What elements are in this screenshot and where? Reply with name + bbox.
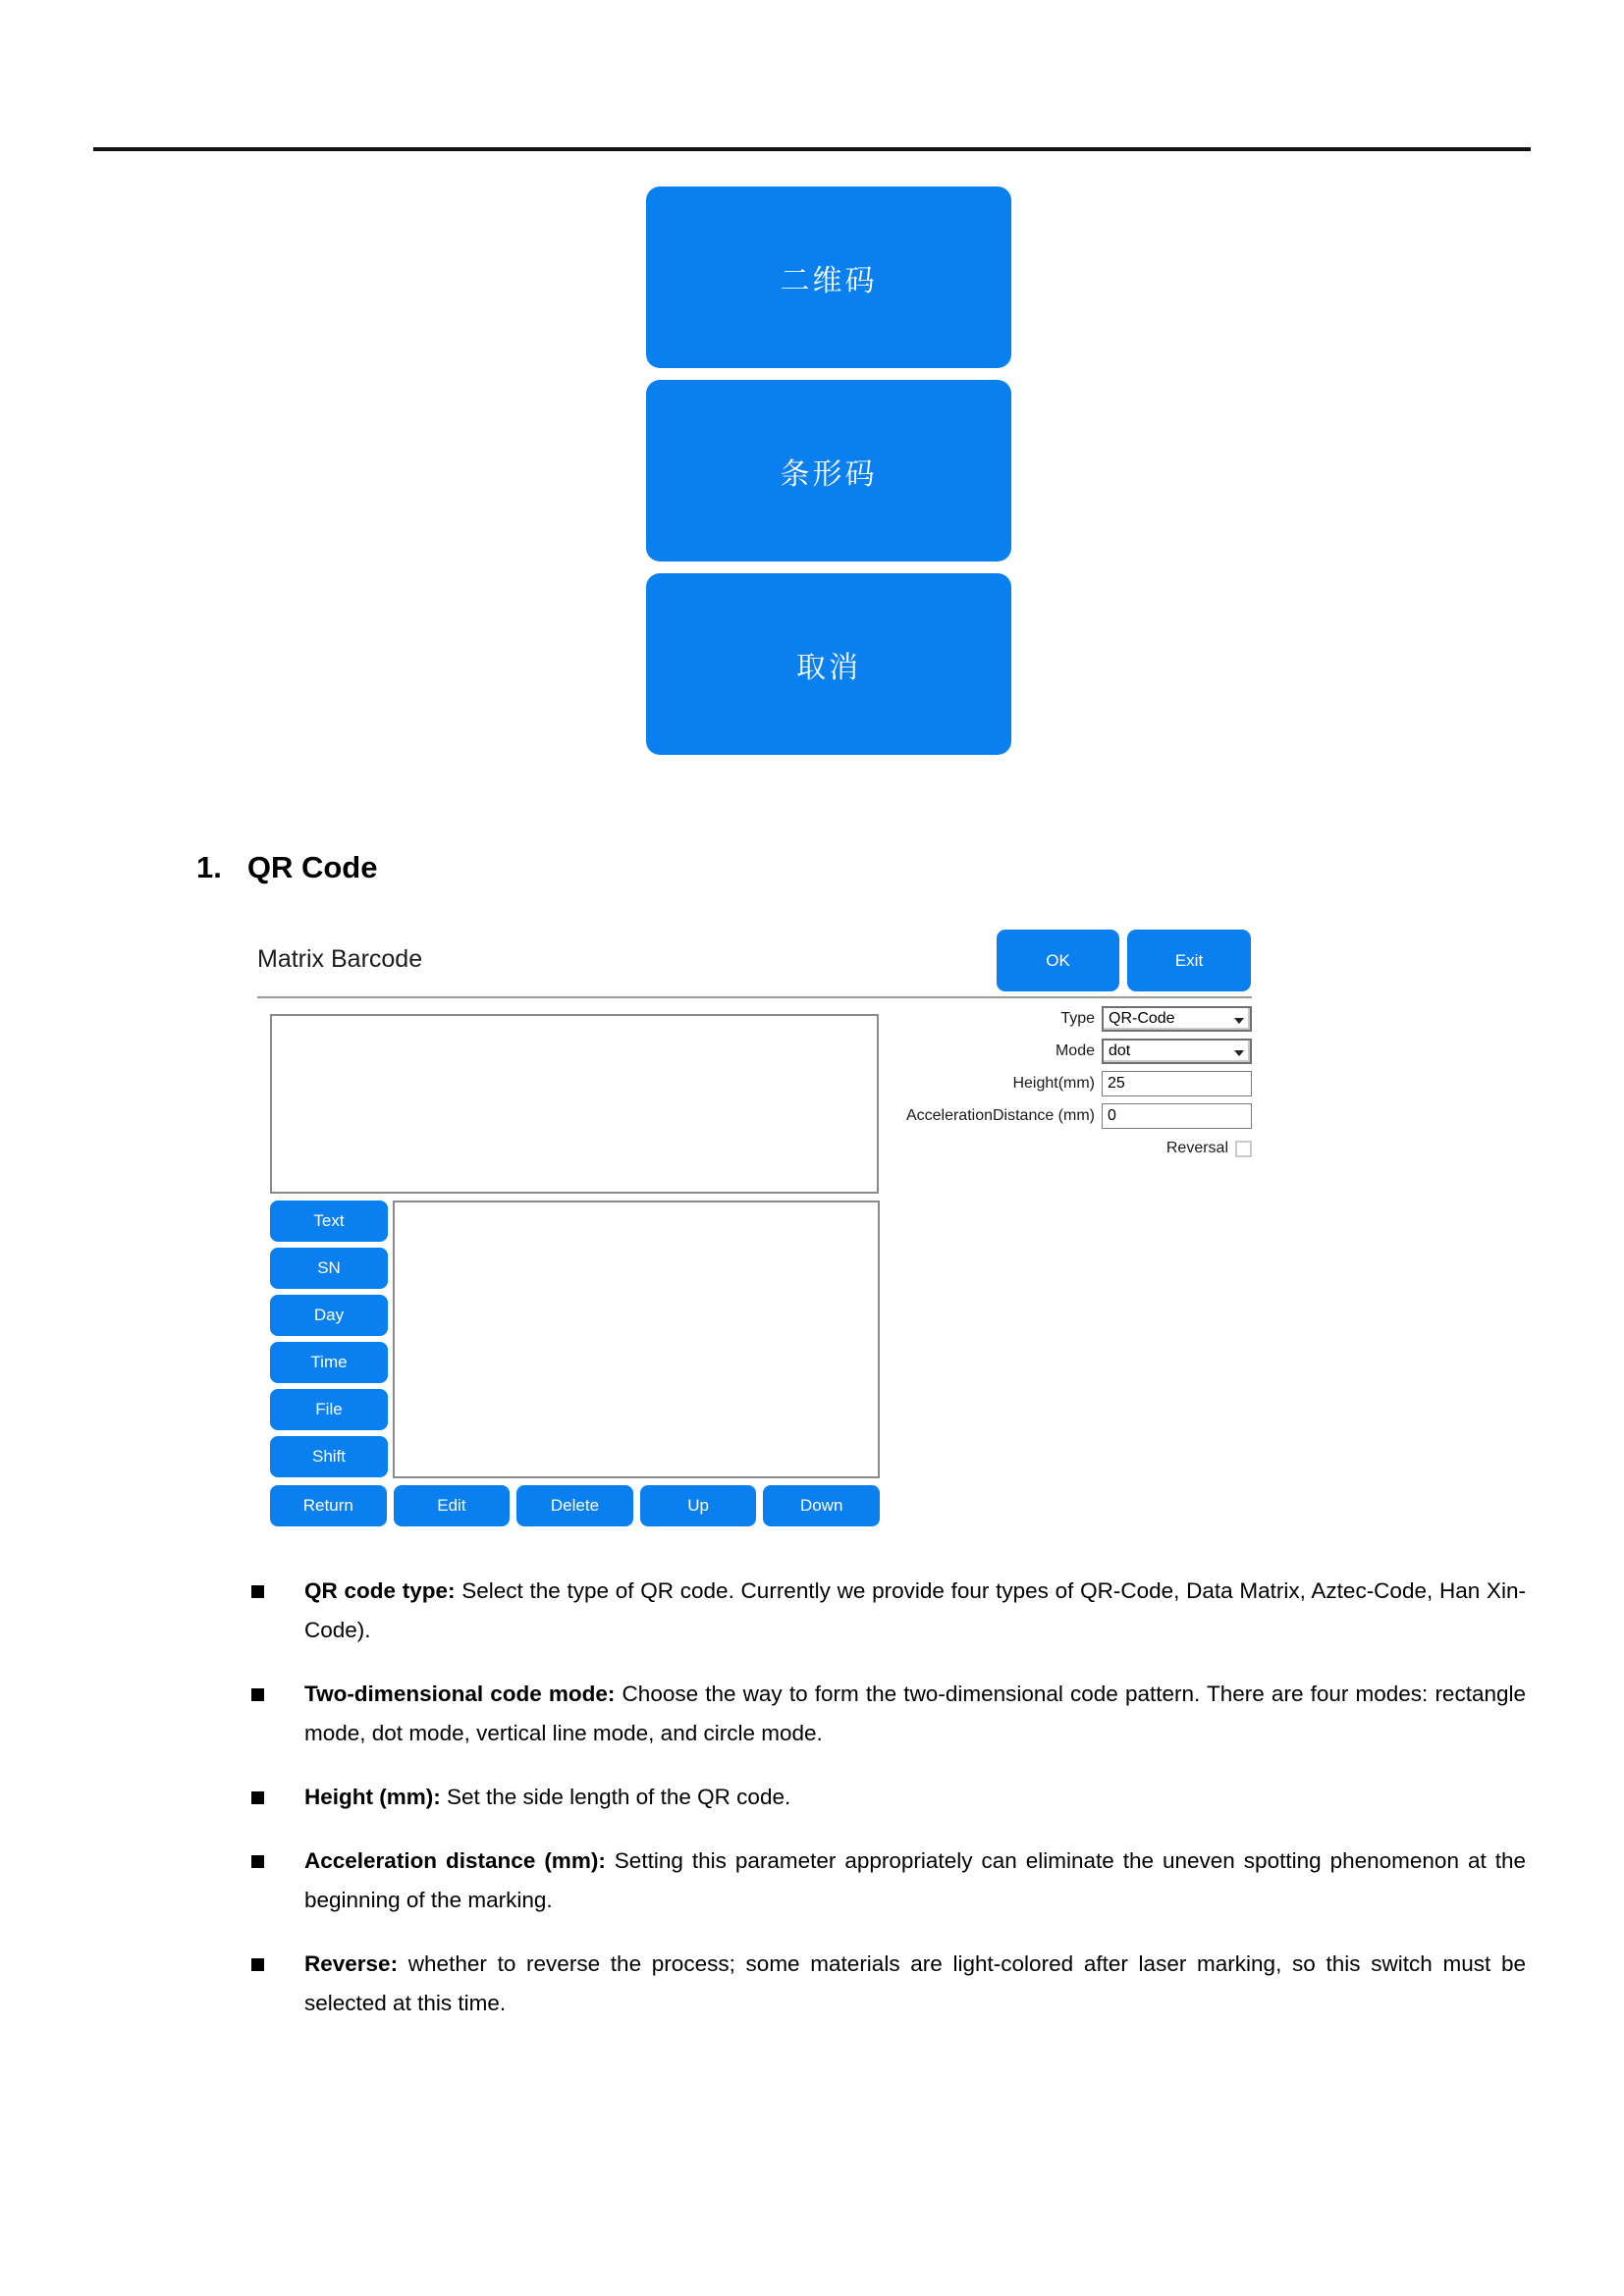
mode-value: dot: [1109, 1042, 1131, 1059]
qr-code-dialog-button[interactable]: 二维码: [646, 187, 1011, 368]
section-title: QR Code: [246, 850, 378, 884]
list-item: [251, 1572, 1526, 1650]
edit-button[interactable]: Edit: [394, 1485, 511, 1526]
list-item: [251, 1945, 1526, 2023]
bullet-rest: Set the side length of the QR code.: [440, 1785, 791, 1809]
sn-button[interactable]: SN: [270, 1248, 388, 1289]
text-button[interactable]: Text: [270, 1201, 388, 1242]
bottom-button-row: [270, 1485, 880, 1526]
bullet-lead: QR code type:: [304, 1578, 456, 1603]
panel-title: Matrix Barcode: [257, 945, 423, 973]
mode-label: Mode: [1055, 1042, 1095, 1059]
content-list-box[interactable]: [393, 1201, 880, 1478]
type-value: QR-Code: [1109, 1010, 1175, 1027]
bullet-text: [304, 1778, 1526, 1817]
up-button[interactable]: Up: [640, 1485, 757, 1526]
acceleration-distance-label: AccelerationDistance (mm): [905, 1107, 1095, 1124]
bullet-lead: Acceleration distance (mm):: [304, 1848, 606, 1873]
square-bullet-icon: [251, 1855, 264, 1868]
bullet-text: [304, 1842, 1526, 1920]
bullet-rest: Choose the way to form the two-dimensional code pattern. There are four modes: rectangle mode, dot mode, vertical line mode, and circle mode.: [304, 1682, 1527, 1745]
section-heading: [196, 850, 377, 885]
bullet-text: [304, 1675, 1526, 1753]
reversal-label: Reversal: [1165, 1140, 1228, 1156]
bullet-text: [304, 1945, 1526, 2023]
square-bullet-icon: [251, 1688, 264, 1701]
delete-button[interactable]: Delete: [516, 1485, 633, 1526]
square-bullet-icon: [251, 1958, 264, 1971]
barcode-dialog-button[interactable]: 条形码: [646, 380, 1011, 561]
section-number: 1.: [196, 850, 222, 884]
ok-button[interactable]: OK: [997, 930, 1119, 991]
type-label: Type: [1060, 1010, 1095, 1027]
bullet-lead: Reverse:: [304, 1951, 399, 1976]
cancel-dialog-button[interactable]: 取消: [646, 573, 1011, 755]
bullet-list: [251, 1572, 1526, 2048]
top-horizontal-rule: [93, 147, 1531, 151]
square-bullet-icon: [251, 1585, 264, 1598]
return-button[interactable]: Return: [270, 1485, 387, 1526]
list-item: [251, 1675, 1526, 1753]
square-bullet-icon: [251, 1791, 264, 1804]
type-dropdown[interactable]: [1102, 1006, 1252, 1032]
list-item: [251, 1842, 1526, 1920]
chevron-down-icon: [1234, 1018, 1244, 1024]
bullet-rest: Setting this parameter appropriately can eliminate the uneven spotting phenomenon at the beginning of the marking.: [304, 1848, 1526, 1912]
height-label: Height(mm): [1012, 1075, 1095, 1092]
reversal-checkbox[interactable]: [1235, 1141, 1252, 1157]
exit-button[interactable]: Exit: [1127, 930, 1251, 991]
chevron-down-icon: [1234, 1050, 1244, 1056]
bullet-rest: whether to reverse the process; some materials are light-colored after laser marking, so this switch must be selected at this time.: [304, 1951, 1526, 2015]
bullet-lead: Height (mm):: [304, 1785, 441, 1809]
day-button[interactable]: Day: [270, 1295, 388, 1336]
acceleration-distance-input[interactable]: [1102, 1103, 1252, 1129]
header-separator-line: [257, 996, 1252, 998]
mode-dropdown[interactable]: [1102, 1039, 1252, 1064]
down-button[interactable]: Down: [763, 1485, 880, 1526]
bullet-lead: Two-dimensional code mode:: [304, 1682, 616, 1706]
list-item: [251, 1778, 1526, 1817]
bullet-text: [304, 1572, 1526, 1650]
time-button[interactable]: Time: [270, 1342, 388, 1383]
height-input[interactable]: [1102, 1071, 1252, 1096]
file-button[interactable]: File: [270, 1389, 388, 1430]
bullet-rest: Select the type of QR code. Currently we provide four types of QR-Code, Data Matrix, Aztec-Code, Han Xin-Code).: [304, 1578, 1526, 1642]
barcode-preview-box: [270, 1014, 879, 1194]
shift-button[interactable]: Shift: [270, 1436, 388, 1477]
